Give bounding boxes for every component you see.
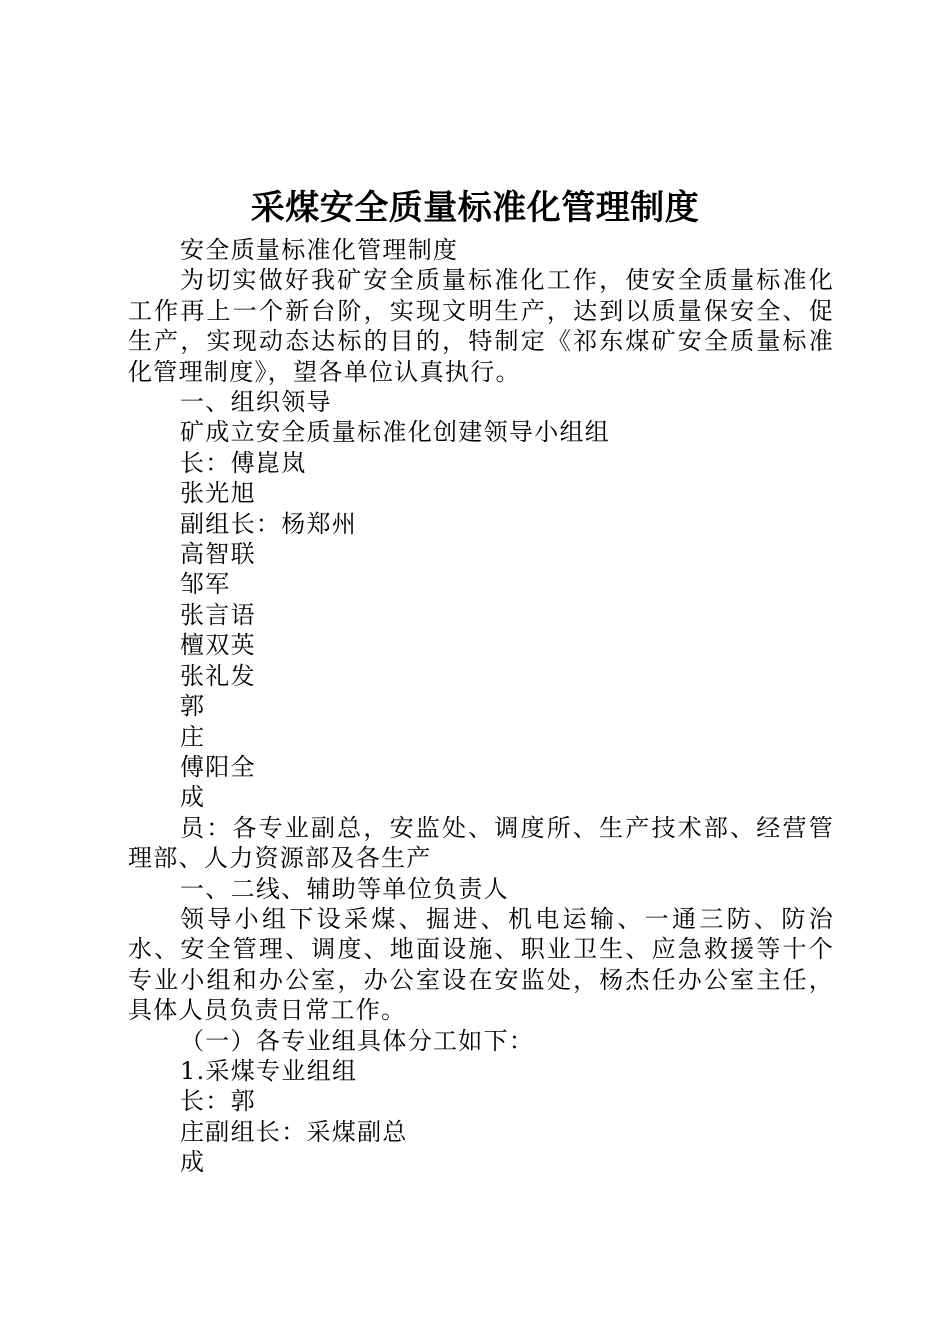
text-line: 成: [180, 1148, 206, 1177]
members-paragraph: 员：各专业副总，安监处、调度所、生产技术部、经营管理部、人力资源部及各生产: [128, 813, 834, 873]
subtitle-line: 安全质量标准化管理制度: [180, 236, 459, 264]
text-line: 长：傅崑岚: [180, 448, 307, 477]
text-line: 高智联: [180, 540, 256, 569]
text-line: 郭: [180, 692, 206, 721]
text-line: 檀双英: [180, 631, 256, 660]
text-line: 副组长：杨郑州: [180, 509, 358, 538]
groups-paragraph: 领导小组下设采煤、掘进、机电运输、一通三防、防治水、安全管理、调度、地面设施、职业卫生、应急救援等十个专业小组和办公室，办公室设在安监处，杨杰任办公室主任，具体人员负责日常工作。: [128, 904, 834, 1025]
document-title: 采煤安全质量标准化管理制度: [250, 188, 700, 228]
text-line: 成: [180, 783, 206, 812]
text-line: 张光旭: [180, 479, 256, 508]
subsection-heading: （一）各专业组具体分工如下：: [180, 1026, 535, 1055]
text-line: 矿成立安全质量标准化创建领导小组组: [180, 418, 611, 447]
text-line: 一、二线、辅助等单位负责人: [180, 874, 509, 903]
text-line: 张言语: [180, 600, 256, 629]
text-line: 庄副组长：采煤副总: [180, 1117, 408, 1146]
text-line: 1.采煤专业组组: [180, 1056, 358, 1085]
section-heading: 一、组织领导: [180, 388, 332, 417]
text-line: 傅阳全: [180, 752, 256, 781]
text-line: 庄: [180, 722, 206, 751]
document-body: [128, 235, 834, 1178]
text-line: 长：郭: [180, 1087, 256, 1116]
intro-paragraph: 为切实做好我矿安全质量标准化工作，使安全质量标准化工作再上一个新台阶，实现文明生产，达到以质量保安全、促生产，实现动态达标的目的，特制定《祁东煤矿安全质量标准化管理制度》，望各单位认真执行。: [128, 266, 834, 386]
text-line: 邹军: [180, 570, 231, 599]
text-line: 张礼发: [180, 661, 256, 690]
